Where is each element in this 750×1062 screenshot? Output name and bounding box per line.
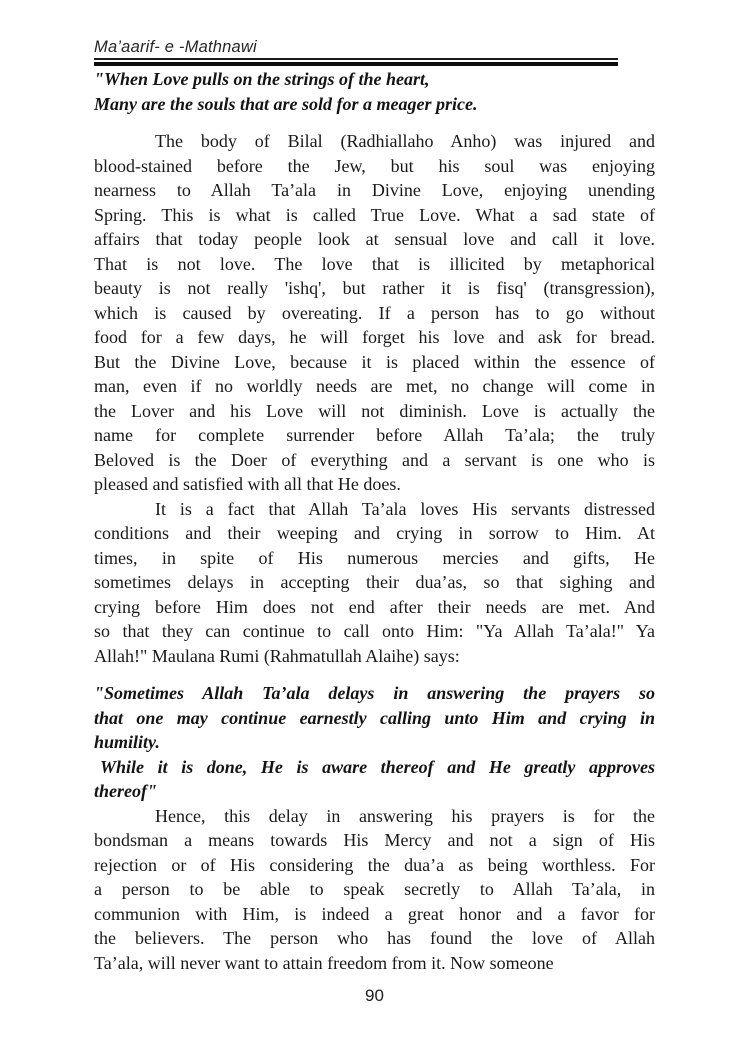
text-column — [94, 67, 655, 975]
text-line: the believers. The person who has found the love of Allah — [94, 928, 655, 948]
text-line: man, even if no worldly needs are met, no change will come in — [94, 376, 655, 396]
text-line: The body of Bilal (Radhiallaho Anho) was injured and — [155, 131, 655, 151]
text-line: Allah!" Maulana Rumi (Rahmatullah Alaihe) says: — [94, 645, 460, 666]
text-line: Many are the souls that are sold for a meager price. — [94, 93, 478, 114]
rumi-quote-part-2 — [94, 755, 655, 804]
text-line: conditions and their weeping and crying in sorrow to Him. At — [94, 523, 655, 543]
text-line: crying before Him does not end after their needs are met. And — [94, 596, 655, 617]
text-line: nearness to Allah Ta’ala in Divine Love, enjoying unending — [94, 180, 655, 200]
text-line: That is not love. The love that is illicited by metaphorical — [94, 253, 655, 274]
text-line: a person to be able to speak secretly to Allah Ta’ala, in — [94, 879, 655, 899]
page-number: 90 — [365, 986, 384, 1005]
text-line: Ta’ala, will never want to attain freedom from it. Now someone — [94, 952, 554, 973]
paragraph-hence — [94, 804, 655, 976]
text-line: that one may continue earnestly calling unto Him and crying in — [94, 707, 655, 728]
opening-verse-quote — [94, 67, 655, 116]
text-line: bondsman a means towards His Mercy and not a sign of His — [94, 830, 655, 850]
text-line: rejection or of His considering the dua’a as being worthless. For — [94, 854, 655, 875]
rumi-quote-part-1 — [94, 681, 655, 755]
text-line: humility. — [94, 732, 160, 752]
paragraph-dua — [94, 497, 655, 669]
text-line: But the Divine Love, because it is placed within the essence of — [94, 351, 655, 372]
text-line: which is caused by overeating. If a person has to go without — [94, 302, 655, 323]
text-line: affairs that today people look at sensual love and call it love. — [94, 229, 655, 249]
running-header-title: Ma’aarif- e -Mathnawi — [94, 38, 257, 56]
text-line: Beloved is the Doer of everything and a servant is one who is — [94, 449, 655, 470]
text-line: communion with Him, is indeed a great honor and a favor for — [94, 903, 655, 924]
text-line: Hence, this delay in answering his prayers is for the — [155, 805, 655, 826]
text-line: food for a few days, he will forget his love and ask for bread. — [94, 327, 655, 347]
text-line: sometimes delays in accepting their dua’as, so that sighing and — [94, 572, 655, 592]
text-line: thereof" — [94, 781, 157, 801]
text-line: Spring. This is what is called True Love. What a sad state of — [94, 204, 655, 225]
text-line: name for complete surrender before Allah Ta’ala; the truly — [94, 425, 655, 445]
text-line: the Lover and his Love will not diminish. Love is actually the — [94, 400, 655, 421]
text-line: times, in spite of His numerous mercies and gifts, He — [94, 547, 655, 568]
text-line: While it is done, He is aware thereof and He greatly approves — [100, 756, 655, 777]
header-rule-thick — [94, 62, 618, 66]
header-rule-thin — [94, 58, 618, 60]
page-header — [94, 38, 618, 66]
text-line: It is a fact that Allah Ta’ala loves His servants distressed — [155, 498, 655, 519]
text-line: beauty is not really 'ishq', but rather it is fisq' (transgression), — [94, 278, 655, 298]
text-line: pleased and satisfied with all that He does. — [94, 474, 401, 494]
text-line: blood-stained before the Jew, but his soul was enjoying — [94, 155, 655, 176]
paragraph-bilal — [94, 129, 655, 497]
text-line: "When Love pulls on the strings of the heart, — [94, 69, 430, 89]
text-line: "Sometimes Allah Ta’ala delays in answering the prayers so — [94, 683, 655, 703]
text-line: so that they can continue to call onto Him: "Ya Allah Ta’ala!" Ya — [94, 621, 655, 641]
